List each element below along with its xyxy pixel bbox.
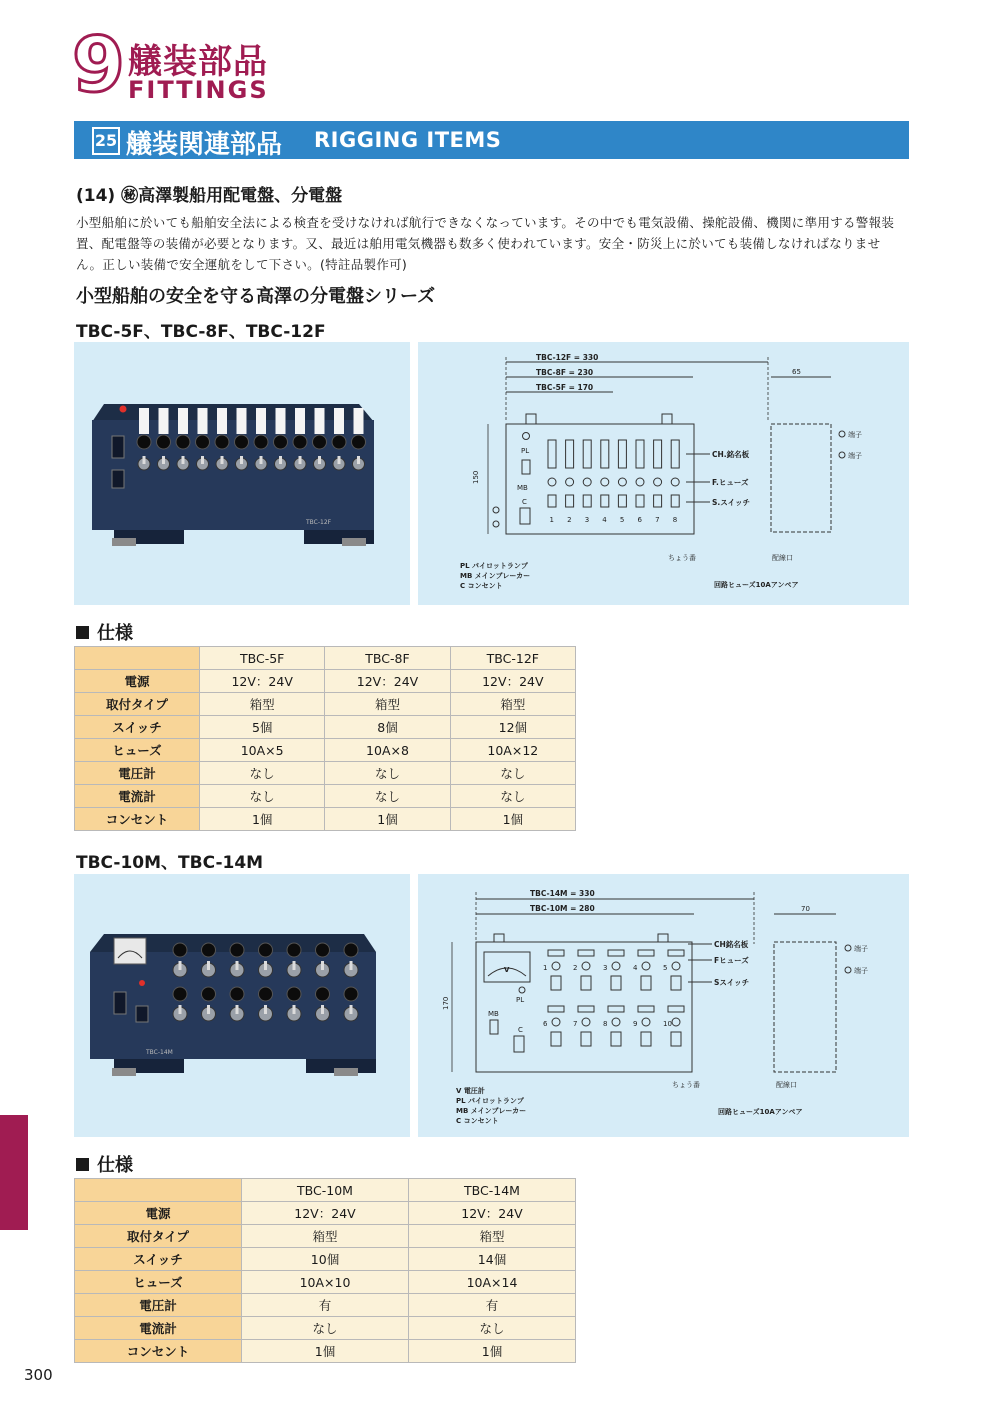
toggle-lever-icon (264, 1005, 267, 1014)
spec-row (75, 716, 576, 739)
switch-number: 2 (573, 964, 578, 972)
name-plate (315, 408, 325, 434)
toggle-lever-icon (299, 456, 302, 464)
fuse-holder-icon (202, 987, 216, 1001)
spec-row (75, 670, 576, 693)
fuse-holder-icon (254, 435, 268, 449)
legend-mb-f: MB メインブレーカー (460, 572, 531, 580)
wiring-port-m: 配線口 (776, 1081, 797, 1089)
photo-label-m: TBC-14M (146, 1049, 173, 1056)
spec-row-label: ヒューズ (75, 1271, 242, 1294)
diagram-switch-icon (551, 976, 561, 990)
label-pl-m: PL (516, 996, 525, 1004)
diagram-name-plate (636, 440, 644, 468)
label-c-m: C (518, 1026, 523, 1034)
diagram-drawing-f (418, 342, 909, 605)
diagram-name-plate (608, 1006, 624, 1012)
switch-number: 2 (567, 516, 572, 524)
spec-row (75, 739, 576, 762)
panel-illustration-m (74, 874, 410, 1137)
diagram-fuse-icon (566, 478, 574, 486)
spec-cell: なし (200, 762, 325, 785)
spec-cell: 箱型 (200, 693, 325, 716)
banner-number: 25 (92, 127, 120, 155)
diagram-switch-icon (671, 495, 679, 507)
spec-heading-m: 仕様 (76, 1151, 133, 1177)
name-plate (198, 408, 208, 434)
spec-cell: 12V：24V (409, 1202, 576, 1225)
fuse-holder-icon (173, 943, 187, 957)
switch-number: 9 (633, 1020, 638, 1028)
toggle-lever-icon (162, 456, 165, 464)
toggle-lever-icon (236, 961, 239, 970)
toggle-lever-icon (236, 1005, 239, 1014)
fuse-holder-icon (274, 435, 288, 449)
toggle-lever-icon (260, 456, 263, 464)
switch-number: 6 (637, 516, 642, 524)
diagram-name-plate (608, 950, 624, 956)
name-plate (217, 408, 227, 434)
dim-5f: TBC-5F = 170 (536, 383, 594, 392)
legend-pl-m: PL パイロットランプ (456, 1097, 524, 1105)
diagram-switch-icon (611, 976, 621, 990)
legend-c-f: C コンセント (460, 582, 503, 590)
spec-row (75, 1202, 576, 1225)
hinge-f: ちょう番 (668, 554, 696, 562)
spec-cell: 箱型 (450, 693, 575, 716)
spec-cell: 10A×12 (450, 739, 575, 762)
dimension-diagram-m (418, 874, 909, 1137)
spec-cell: 1個 (450, 808, 575, 831)
diagram-name-plate (548, 1006, 564, 1012)
dim-height-m: 170 (442, 996, 450, 1010)
panel-illustration-f (74, 342, 410, 605)
diagram-fuse-icon (654, 478, 662, 486)
diagram-name-plate (548, 950, 564, 956)
spec-row (75, 1294, 576, 1317)
spec-row (75, 1248, 576, 1271)
spec-cell: 10個 (242, 1248, 409, 1271)
callout-s-f: S.スイッチ (712, 498, 750, 507)
chapter-side-tab (0, 1115, 28, 1230)
name-plate (276, 408, 286, 434)
toggle-lever-icon (293, 1005, 296, 1014)
diagram-fuse-icon (671, 478, 679, 486)
section-heading: (14) ㊙高澤製船用配電盤、分電盤 (76, 186, 343, 206)
diagram-switch-icon (671, 976, 681, 990)
spec-column-header: TBC-10M (242, 1179, 409, 1202)
toggle-lever-icon (350, 961, 353, 970)
diagram-name-plate (583, 440, 591, 468)
name-plate (139, 408, 149, 434)
diagram-switch-icon (641, 976, 651, 990)
diagram-switch-icon (601, 495, 609, 507)
diagram-switch-icon (566, 495, 574, 507)
diagram-switch-icon (671, 1032, 681, 1046)
diagram-switch-icon (636, 495, 644, 507)
diagram-name-plate (548, 440, 556, 468)
label-v-m: V (504, 966, 510, 974)
spec-row-label: 電源 (75, 670, 200, 693)
switch-number: 1 (549, 516, 554, 524)
spec-row (75, 693, 576, 716)
dim-depth-f: 65 (792, 368, 801, 376)
spec-cell: なし (200, 785, 325, 808)
spec-cell: 箱型 (242, 1225, 409, 1248)
spec-row-label: スイッチ (75, 1248, 242, 1271)
diagram-fuse-icon (548, 478, 556, 486)
spec-row (75, 785, 576, 808)
dim-14m: TBC-14M = 330 (530, 889, 595, 898)
diagram-fuse-icon (618, 478, 626, 486)
spec-cell: 有 (242, 1294, 409, 1317)
toggle-lever-icon (350, 1005, 353, 1014)
spec-cell: 12V：24V (450, 670, 575, 693)
switch-number: 4 (602, 516, 607, 524)
switch-number: 5 (663, 964, 668, 972)
spec-row (75, 808, 576, 831)
diagram-fuse-icon (642, 1018, 650, 1026)
spec-table-m (74, 1178, 576, 1363)
spec-row-label: 電流計 (75, 785, 200, 808)
legend-pl-f: PL パイロットランプ (460, 562, 528, 570)
spec-cell: 有 (409, 1294, 576, 1317)
spec-cell: 12V：24V (325, 670, 450, 693)
spec-row-label: 電流計 (75, 1317, 242, 1340)
fuse-holder-icon (230, 987, 244, 1001)
spec-cell: 5個 (200, 716, 325, 739)
spec-table-f (74, 646, 576, 831)
spec-corner (75, 647, 200, 670)
spec-column-header: TBC-14M (409, 1179, 576, 1202)
spec-row (75, 1317, 576, 1340)
diagram-switch-icon (551, 1032, 561, 1046)
fuse-holder-icon (176, 435, 190, 449)
fuse-holder-icon (137, 435, 151, 449)
toggle-lever-icon (321, 1005, 324, 1014)
callout-ch-f: CH.銘名板 (712, 450, 750, 459)
spec-cell: なし (242, 1317, 409, 1340)
dim-depth-m: 70 (801, 905, 810, 913)
diagram-switch-icon (654, 495, 662, 507)
chapter-number: 9 (72, 20, 125, 109)
fuse-holder-icon (215, 435, 229, 449)
diagram-fuse-icon (552, 1018, 560, 1026)
spec-cell: 1個 (409, 1340, 576, 1363)
diagram-name-plate (578, 950, 594, 956)
toggle-lever-icon (264, 961, 267, 970)
diagram-name-plate (654, 440, 662, 468)
spec-cell: 12V：24V (242, 1202, 409, 1225)
diagram-name-plate (638, 950, 654, 956)
spec-cell: 10A×5 (200, 739, 325, 762)
spec-row-label: 電圧計 (75, 1294, 242, 1317)
spec-row (75, 1271, 576, 1294)
fuse-note-m: 回路ヒューズ10Aアンペア (718, 1108, 803, 1116)
diagram-fuse-icon (612, 962, 620, 970)
diagram-switch-icon (583, 495, 591, 507)
fuse-holder-icon (235, 435, 249, 449)
diagram-switch-icon (611, 1032, 621, 1046)
diagram-name-plate (601, 440, 609, 468)
fuse-holder-icon (344, 943, 358, 957)
toggle-lever-icon (240, 456, 243, 464)
switch-number: 3 (603, 964, 608, 972)
diagram-fuse-icon (583, 478, 591, 486)
model-heading-f: TBC-5F、TBC-8F、TBC-12F (76, 322, 326, 342)
name-plate (354, 408, 364, 434)
banner-title-ja: 艤装関連部品 (126, 130, 283, 160)
toggle-lever-icon (321, 961, 324, 970)
wiring-port-f: 配線口 (772, 554, 793, 562)
toggle-lever-icon (318, 456, 321, 464)
name-plate (256, 408, 266, 434)
switch-number: 5 (619, 516, 625, 524)
toggle-lever-icon (179, 961, 182, 970)
photo-label-f: TBC-12F (306, 519, 332, 526)
spec-cell: なし (409, 1317, 576, 1340)
spec-cell: 8個 (325, 716, 450, 739)
switch-number: 8 (603, 1020, 608, 1028)
diagram-name-plate (668, 950, 684, 956)
diagram-fuse-icon (582, 1018, 590, 1026)
diagram-fuse-icon (672, 962, 680, 970)
dim-10m: TBC-10M = 280 (530, 904, 595, 913)
label-mb-f: MB (517, 484, 528, 492)
spec-cell: なし (450, 785, 575, 808)
diagram-switch-icon (548, 495, 556, 507)
spec-cell: 14個 (409, 1248, 576, 1271)
toggle-lever-icon (357, 456, 360, 464)
callout-ch-m: CH銘名板 (714, 940, 749, 949)
switch-number: 10 (663, 1020, 672, 1028)
toggle-lever-icon (143, 456, 146, 464)
spec-cell: 10A×14 (409, 1271, 576, 1294)
series-title: 小型船舶の安全を守る高澤の分電盤シリーズ (76, 286, 436, 307)
spec-row-label: コンセント (75, 808, 200, 831)
fuse-holder-icon (259, 987, 273, 1001)
switch-number: 7 (655, 516, 660, 524)
diagram-fuse-icon (582, 962, 590, 970)
diagram-fuse-icon (601, 478, 609, 486)
label-pl-f: PL (521, 447, 530, 455)
dim-height-f: 150 (472, 470, 480, 484)
diagram-fuse-icon (642, 962, 650, 970)
spec-row-label: 取付タイプ (75, 693, 200, 716)
spec-row-label: 電源 (75, 1202, 242, 1225)
callout-f-m: Fヒューズ (714, 956, 749, 965)
fuse-holder-icon (157, 435, 171, 449)
diagram-switch-icon (581, 976, 591, 990)
spec-cell: なし (325, 762, 450, 785)
fuse-holder-icon (173, 987, 187, 1001)
switch-number: 7 (573, 1020, 578, 1028)
diagram-fuse-icon (672, 1018, 680, 1026)
fuse-holder-icon (344, 987, 358, 1001)
fuse-holder-icon (332, 435, 346, 449)
toggle-lever-icon (201, 456, 204, 464)
banner-title-en: RIGGING ITEMS (314, 128, 502, 152)
switch-number: 4 (633, 964, 638, 972)
chapter-title-ja: 艤装部品 (128, 42, 268, 82)
spec-column-header: TBC-12F (450, 647, 575, 670)
switch-number: 8 (672, 516, 678, 524)
model-heading-m: TBC-10M、TBC-14M (76, 853, 264, 873)
toggle-lever-icon (293, 961, 296, 970)
section-banner (74, 121, 909, 159)
diagram-switch-icon (641, 1032, 651, 1046)
spec-cell: 10A×10 (242, 1271, 409, 1294)
name-plate (178, 408, 188, 434)
terminal-1-m: 端子 (854, 945, 868, 953)
diagram-name-plate (566, 440, 574, 468)
spec-cell: 12V：24V (200, 670, 325, 693)
dim-12f: TBC-12F = 330 (536, 353, 599, 362)
spec-row-label: スイッチ (75, 716, 200, 739)
toggle-lever-icon (338, 456, 341, 464)
diagram-fuse-icon (636, 478, 644, 486)
spec-corner (75, 1179, 242, 1202)
name-plate (159, 408, 169, 434)
diagram-switch-icon (618, 495, 626, 507)
legend-c-m: C コンセント (456, 1117, 499, 1125)
diagram-name-plate (638, 1006, 654, 1012)
product-photo-m (74, 874, 410, 1137)
diagram-drawing-m (418, 874, 909, 1137)
diagram-fuse-icon (552, 962, 560, 970)
callout-s-m: Sスイッチ (714, 978, 750, 987)
fuse-holder-icon (287, 943, 301, 957)
toggle-lever-icon (207, 1005, 210, 1014)
spec-row-label: 取付タイプ (75, 1225, 242, 1248)
spec-row-label: 電圧計 (75, 762, 200, 785)
toggle-lever-icon (207, 961, 210, 970)
fuse-holder-icon (196, 435, 210, 449)
diagram-name-plate (578, 1006, 594, 1012)
name-plate (295, 408, 305, 434)
switch-number: 6 (543, 1020, 548, 1028)
chapter-title-en: FITTINGS (128, 76, 269, 104)
spec-cell: 10A×8 (325, 739, 450, 762)
intro-paragraph: 小型船舶に於いても船舶安全法による検査を受けなければ航行できなくなっています。その中でも電気設備、操舵設備、機関に準用する警報装置、配電盤等の装備が必要となります。又、最近は舶用電気機器も数多く使われています。安全・防災上に於いても装備しなければなりません。正しい装備で安全運航をして下さい。(特註品製作可) (76, 215, 895, 272)
spec-column-header: TBC-5F (200, 647, 325, 670)
legend-mb-m: MB メインブレーカー (456, 1107, 527, 1115)
toggle-lever-icon (179, 1005, 182, 1014)
spec-row-label: コンセント (75, 1340, 242, 1363)
name-plate (237, 408, 247, 434)
spec-row (75, 1225, 576, 1248)
spec-cell: なし (450, 762, 575, 785)
dimension-diagram-f (418, 342, 909, 605)
name-plate (334, 408, 344, 434)
page-number: 300 (24, 1366, 53, 1384)
spec-row (75, 1340, 576, 1363)
diagram-switch-icon (581, 1032, 591, 1046)
fuse-holder-icon (352, 435, 366, 449)
toggle-lever-icon (279, 456, 282, 464)
spec-cell: 箱型 (409, 1225, 576, 1248)
diagram-name-plate (618, 440, 626, 468)
fuse-holder-icon (202, 943, 216, 957)
fuse-holder-icon (259, 943, 273, 957)
diagram-name-plate (668, 1006, 684, 1012)
spec-heading-f: 仕様 (76, 619, 133, 645)
switch-number: 1 (543, 964, 548, 972)
spec-column-header: TBC-8F (325, 647, 450, 670)
terminal-2-m: 端子 (854, 967, 868, 975)
terminal-1-f: 端子 (848, 431, 862, 439)
fuse-holder-icon (287, 987, 301, 1001)
legend-v-m: V 電圧計 (456, 1087, 485, 1095)
callout-f-f: F.ヒューズ (712, 478, 749, 487)
dim-8f: TBC-8F = 230 (536, 368, 594, 377)
spec-cell: 1個 (200, 808, 325, 831)
spec-cell: 1個 (242, 1340, 409, 1363)
fuse-holder-icon (230, 943, 244, 957)
fuse-note-f: 回路ヒューズ10Aアンペア (714, 581, 799, 589)
switch-number: 3 (584, 516, 590, 524)
diagram-name-plate (671, 440, 679, 468)
hinge-m: ちょう番 (672, 1081, 700, 1089)
spec-cell: なし (325, 785, 450, 808)
label-c-f: C (522, 498, 527, 506)
spec-cell: 12個 (450, 716, 575, 739)
terminal-2-f: 端子 (848, 452, 862, 460)
fuse-holder-icon (316, 987, 330, 1001)
label-mb-m: MB (488, 1010, 499, 1018)
product-photo-f (74, 342, 410, 605)
fuse-holder-icon (293, 435, 307, 449)
fuse-holder-icon (313, 435, 327, 449)
fuse-holder-icon (316, 943, 330, 957)
spec-row (75, 762, 576, 785)
toggle-lever-icon (182, 456, 185, 464)
toggle-lever-icon (221, 456, 224, 464)
spec-cell: 箱型 (325, 693, 450, 716)
diagram-fuse-icon (612, 1018, 620, 1026)
spec-row-label: ヒューズ (75, 739, 200, 762)
spec-cell: 1個 (325, 808, 450, 831)
